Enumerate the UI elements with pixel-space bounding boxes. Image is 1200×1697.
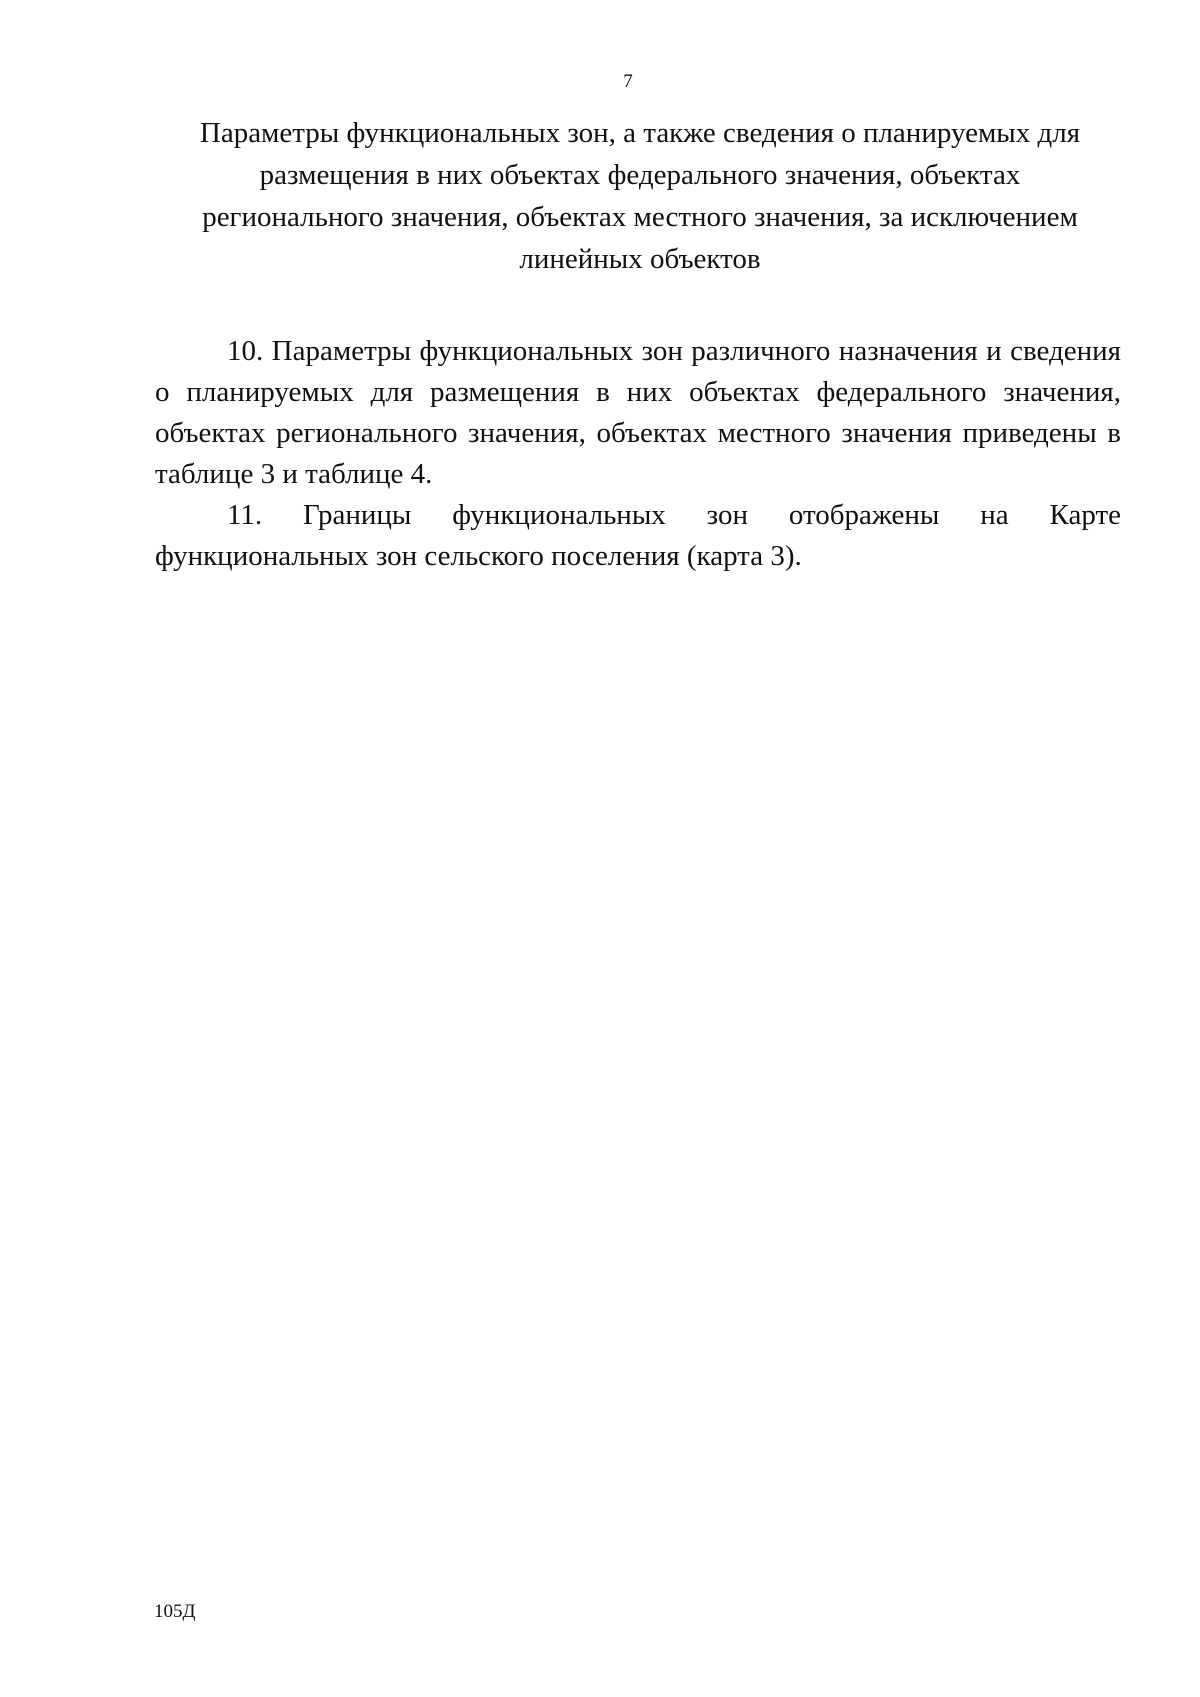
heading-line: Параметры функциональных зон, а также сведения о планируемых для — [199, 117, 1081, 149]
section-heading — [150, 112, 1130, 280]
paragraph-10: 10. Параметры функциональных зон различного назначения и сведения о планируемых для размещения в них объектах федерального значения, объектах регионального значения, объектах местного значения приведены в таблице 3 и таблице 4. — [155, 335, 1121, 490]
paragraph-11: 11. Границы функциональных зон отображены на Карте функциональных зон сельского поселения (карта 3). — [155, 499, 1121, 572]
heading-line: размещения в них объектах федерального значения, объектах — [259, 159, 1021, 191]
document-body — [155, 331, 1121, 577]
heading-line: регионального значения, объектах местного значения, за исключением — [202, 201, 1078, 233]
footer-code: 105Д — [154, 1601, 196, 1622]
heading-line: линейных объектов — [519, 243, 761, 275]
page-number: 7 — [623, 71, 633, 92]
